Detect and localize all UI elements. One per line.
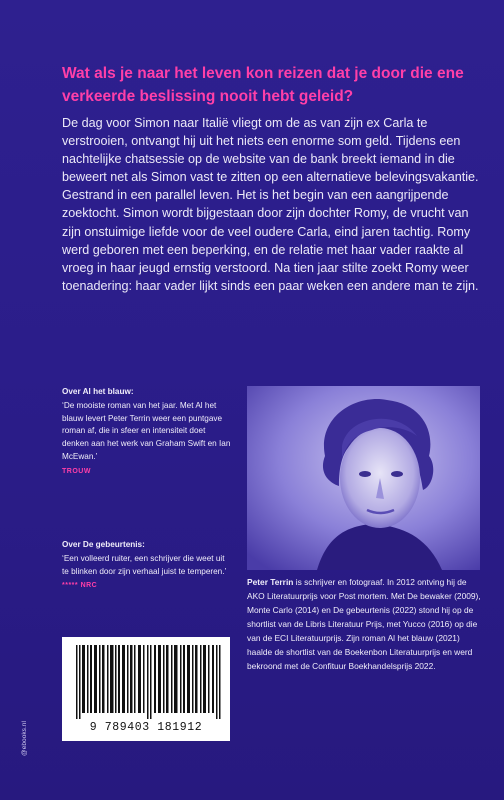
publisher-vertical-text: @ebooks.nl xyxy=(21,721,28,756)
author-bio xyxy=(247,575,482,673)
review-quote-1 xyxy=(62,386,232,479)
barcode-bars xyxy=(76,645,222,719)
review-quote-text: ‘Een volleerd ruiter, een schrijver die weet uit te blinken door zijn verhaal juist te temperen.’ xyxy=(62,553,227,576)
author-bio-text: is schrijver en fotograaf. In 2012 ontving hij de AKO Literatuurprijs voor Post mortem. Met De bewaker (2009), Monte Carlo (2014) en De gebeurtenis (2022) stond hij op de shortlist van de Libris Literatuur Prijs, met Yucco (2016) op die van de ECI Literatuurprijs. Zijn roman Al het blauw (2021) haalde de shortlist van de Boekenbon Literatuurprijs en werd bekroond met de Confituur Boekhandelsprijs 2022. xyxy=(247,577,481,671)
review-quote-source: ***** NRC xyxy=(62,582,98,590)
review-quote-title: Over De gebeurtenis: xyxy=(62,540,145,549)
review-quote-title: Over Al het blauw: xyxy=(62,387,134,396)
author-portrait-illustration xyxy=(247,386,480,570)
barcode xyxy=(62,637,230,741)
blurb-text: De dag voor Simon naar Italië vliegt om de as van zijn ex Carla te verstrooien, ontvangt hij uit het niets een enorme som geld. Tijdens een nachtelijke chatsessie op de website van de bank breekt iemand in die beweert net als Simon vast te zitten op een alternatieve belevingsvakantie. Gestrand in een parallel leven. Het is het begin van een aangrijpende zoektocht. Simon wordt bijgestaan door zijn dochter Romy, de vrucht van zijn onstuimige liefde voor de veel oudere Carla, eind jaren tachtig. Romy werd geboren met een beperking, en de relatie met haar vader raakte al vroeg in haar jeugd ernstig verstoord. Na tien jaar stilte zoekt Romy weer toenadering: haar vader lijkt sinds een paar weken een andere man te zijn. xyxy=(62,116,479,293)
author-photo xyxy=(247,386,480,570)
review-quote-text: ‘De mooiste roman van het jaar. Met Al het blauw levert Peter Terrin weer een puntgave roman af, die in sfeer en intensiteit doet denken aan het werk van Graham Swift en Ian McEwan.’ xyxy=(62,400,231,461)
author-name: Peter Terrin xyxy=(247,577,294,587)
review-quote-source: TROUW xyxy=(62,467,91,475)
isbn-number: 9 789403 181912 xyxy=(89,721,203,734)
tagline: Wat als je naar het leven kon reizen dat je door die ene verkeerde beslissing nooit hebt geleid? xyxy=(62,65,464,105)
review-quote-2 xyxy=(62,539,232,593)
